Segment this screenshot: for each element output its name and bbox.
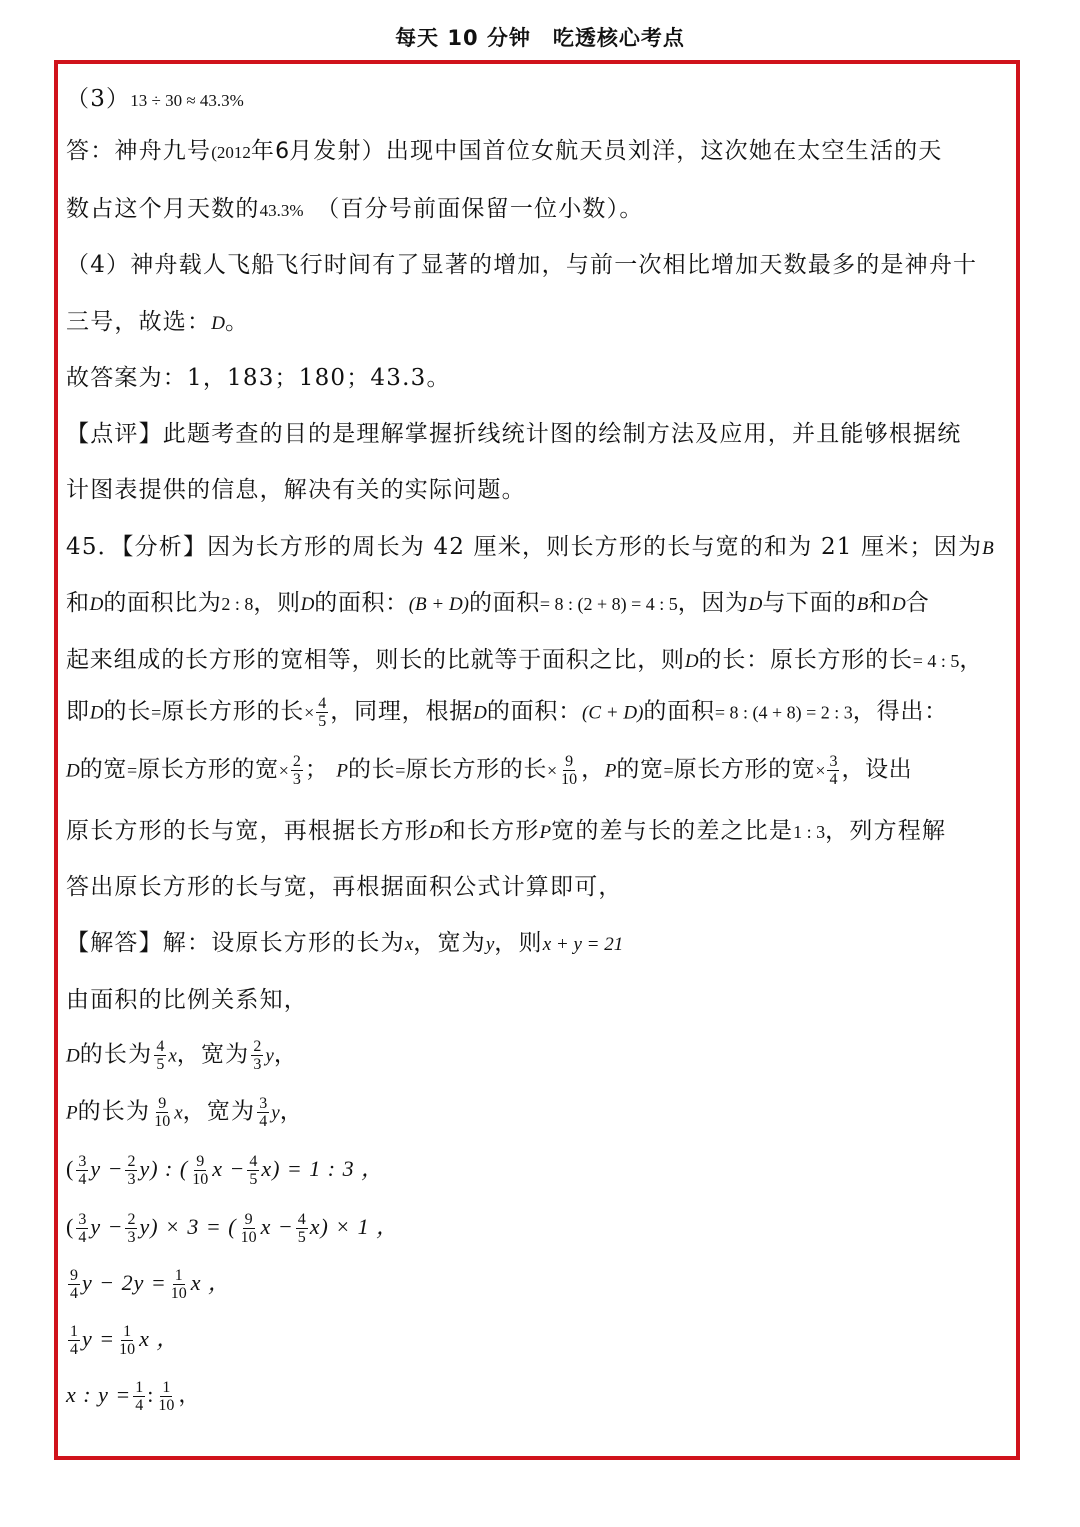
equation-line: $\frac{1}{4}$ y = $\frac{1}{10}$ x ，	[70, 1323, 180, 1359]
text-line: 故答案为：1，183；180；43.3。	[66, 365, 451, 391]
fraction: $\frac{1}{10}$	[119, 1323, 136, 1359]
fraction: $\frac{9}{10}$	[154, 1095, 171, 1130]
fraction: $\frac{1}{4}$	[70, 1323, 78, 1359]
text-line: 答：神舟九号(2012年6月发射）出现中国首位女航天员刘洋，这次她在太空生活的天	[66, 138, 943, 164]
equation-line: $\frac{9}{4}$ y − 2y = $\frac{1}{10}$ x ，	[70, 1267, 231, 1303]
text-line: P的长为 $\frac{9}{10}$ x，宽为 $\frac{3}{4}$ y，	[66, 1095, 304, 1130]
text-line: 答出原长方形的长与宽，再根据面积公式计算即可，	[66, 874, 623, 900]
fraction: $\frac{1}{10}$	[158, 1379, 175, 1415]
fraction: $\frac{3}{4}$	[78, 1211, 87, 1247]
fraction: $\frac{4}{5}$	[249, 1153, 258, 1189]
equation-line: ( $\frac{3}{4}$ y − $\frac{2}{3}$ y) × 3 = ( $\frac{9}{10}$ x − $\frac{4}{5}$ x) × 1 ，	[66, 1211, 400, 1247]
fraction: $\frac{9}{10}$	[192, 1153, 209, 1189]
fraction: $\frac{1}{4}$	[135, 1379, 144, 1415]
fraction: $\frac{3}{4}$	[829, 753, 838, 788]
fraction: $\frac{2}{3}$	[127, 1153, 136, 1189]
text-line: （4）神舟载人飞船飞行时间有了显著的增加，与前一次相比增加天数最多的是神舟十	[66, 252, 978, 278]
text-line: 【点评】此题考查的目的是理解掌握折线统计图的绘制方法及应用，并且能够根据统	[66, 421, 962, 447]
fraction: $\frac{9}{10}$	[561, 753, 578, 788]
fraction: $\frac{9}{4}$	[70, 1267, 78, 1303]
text-line: 即D的长=原长方形的长× $\frac{4}{5}$ ，同理，根据D的面积：(C + D)的面积= 8 : (4 + 8) = 2 : 3，得出：	[66, 695, 948, 730]
text-line: 原长方形的长与宽，再根据长方形D和长方形P宽的差与长的差之比是1 : 3，列方程解	[66, 818, 947, 844]
text-line: 起来组成的长方形的宽相等，则长的比就等于面积之比，则D的长：原长方形的长= 4 : 5，	[66, 647, 984, 673]
text-line: D的长为 $\frac{4}{5}$ x，宽为 $\frac{2}{3}$ y，	[66, 1038, 299, 1073]
fraction: $\frac{2}{3}$	[127, 1211, 136, 1247]
equation-line: x : y = $\frac{1}{4}$ : $\frac{1}{10}$ ，	[66, 1379, 202, 1415]
fraction: $\frac{4}{5}$	[297, 1211, 306, 1247]
text-line: 数占这个月天数的43.3% （百分号前面保留一位小数）。	[66, 196, 644, 222]
fraction: $\frac{4}{5}$	[156, 1038, 165, 1073]
fraction: $\frac{2}{3}$	[292, 753, 301, 788]
text-line: 和D的面积比为2 : 8，则D的面积：(B + D)的面积= 8 : (2 + 8) = 4 : 5，因为D与下面的B和D合	[66, 590, 930, 616]
fraction: $\frac{1}{10}$	[170, 1267, 187, 1303]
text-line: （3）13 ÷ 30 ≈ 43.3%	[66, 86, 244, 112]
fraction: $\frac{4}{5}$	[318, 695, 327, 730]
text-line: 由面积的比例关系知，	[66, 987, 308, 1013]
page-header-title: 每天 10 分钟 吃透核心考点	[395, 26, 685, 50]
fraction: $\frac{3}{4}$	[259, 1095, 268, 1130]
text-line: 三号，故选：D。	[66, 309, 250, 335]
fraction: $\frac{3}{4}$	[78, 1153, 87, 1189]
fraction: $\frac{2}{3}$	[253, 1038, 262, 1073]
fraction: $\frac{9}{10}$	[240, 1211, 257, 1247]
text-line: D的宽=原长方形的宽× $\frac{2}{3}$ ； P的长=原长方形的长× $\frac{9}{10}$ ，P的宽=原长方形的宽× $\frac{3}{4}$ ，设出	[66, 753, 913, 788]
text-line: 计图表提供的信息，解决有关的实际问题。	[66, 477, 526, 503]
text-line: 【解答】解：设原长方形的长为x，宽为y，则x + y = 21	[66, 930, 624, 956]
text-line: 45．【分析】因为长方形的周长为 42 厘米，则长方形的长与宽的和为 21 厘米；因为B	[66, 534, 994, 560]
equation-line: ( $\frac{3}{4}$ y − $\frac{2}{3}$ y) : ( $\frac{9}{10}$ x − $\frac{4}{5}$ x) = 1 : 3 ，	[66, 1153, 385, 1189]
